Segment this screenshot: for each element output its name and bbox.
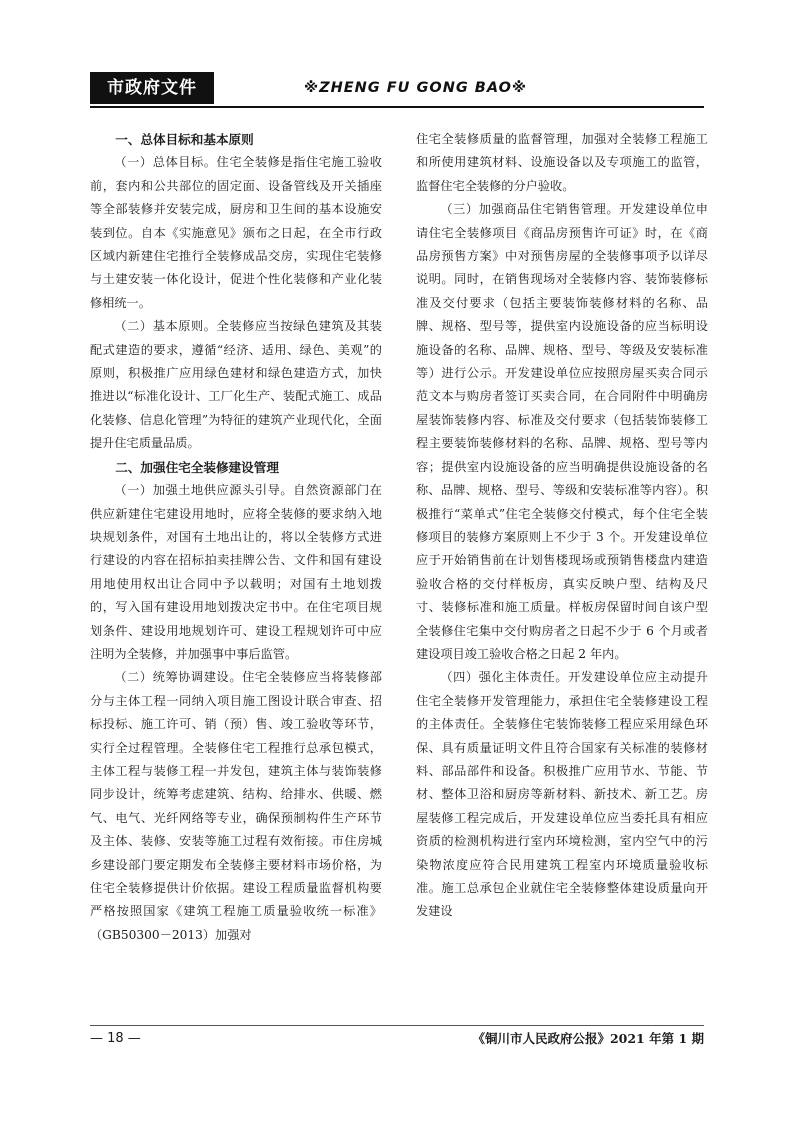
heading-construction-management: 二、加强住宅全装修建设管理 [115,459,279,475]
page-header [90,72,704,104]
paragraph-sales-management: （三）加强商品住宅销售管理。开发建设单位申请住宅全装修项目《商品房预售许可证》时，在《商品房预售方案》中对预售房屋的全装修事项予以详尽说明。同时，在销售现场对全装修内容、装饰装修标准及交付要求（包括主要装饰装修材料的名称、品牌、规格、型号等，提供室内设施设备的应当标明设施设备的名称、品牌、规格、型号、等级及安装标准等）进行公示。开发建设单位应按照房屋买卖合同示范文本与购房者签订买卖合同，在合同附件中明确房屋装饰装修内容、标准及交付要求（包括装饰装修工程主要装饰装修材料的名称、品牌、规格、型号等内容；提供室内设施设备的应当明确提供设施设备的名称、品牌、规格、型号、等级和安装标准等内容）。积极推行“菜单式”住宅全装修交付模式，每个住宅全装修项目的装修方案原则上不少于 3 个。开发建设单位应于开始销售前在计划售楼现场或预销售楼盘内建造验收合格的交付样板房，真实反映户型、结构及尺寸、装修标准和施工质量。样板房保留时间自该户型全装修住宅集中交付购房者之日起不少于 6 个月或者建设项目竣工验收合格之日起 2 年内。 [416,202,708,661]
publication-issue: 《铜川市人民政府公报》2021 年第 1 期 [472,1031,704,1046]
left-column [90,128,382,947]
heading-general-goals: 一、总体目标和基本原则 [115,132,254,147]
header-divider [90,106,704,108]
paragraph-continued: 住宅全装修质量的监督管理，加强对全装修工程施工和所使用建筑材料、设施设备以及专项施工的监管，监督住宅全装修的分户验收。 [416,132,708,193]
publication-title: ※ZHENG FU GONG BAO※ [304,80,528,96]
paragraph-basic-principles: （二）基本原则。全装修应当按绿色建筑及其装配式建造的要求，遵循“经济、适用、绿色、美观”的原则，积极推广应用绿色建材和绿色建造方式，加快推进以“标准化设计、工厂化生产、装配式施工、成品化装修、信息化管理”为特征的建筑产业现代化，全面提升住宅质量品质。 [90,319,382,451]
page-number: — 18 — [90,1031,141,1046]
paragraph-land-supply: （一）加强土地供应源头引导。自然资源部门在供应新建住宅建设用地时，应将全装修的要求纳入地块规划条件，对国有土地出让的，将以全装修方式进行建设的内容在招标拍卖挂牌公告、文件和国有建设用地使用权出让合同中予以载明；对国有土地划拨的，写入国有建设用地划拨决定书中。在住宅项目规划条件、建设用地规划许可、建设工程规划许可中应注明为全装修，并加强事中事后监管。 [90,483,382,661]
right-column [416,128,708,924]
section-label: 市政府文件 [90,72,214,104]
paragraph-main-responsibility: （四）强化主体责任。开发建设单位应主动提升住宅全装修开发管理能力，承担住宅全装修建设工程的主体责任。全装修住宅装饰装修工程应采用绿色环保、具有质量证明文件且符合国家有关标准的装修材料、部品部件和设备。积极推广应用节水、节能、节材、整体卫浴和厨房等新材料、新技术、新工艺。房屋装修工程完成后，开发建设单位应当委托具有相应资质的检测机构进行室内环境检测，室内空气中的污染物浓度应符合民用建筑工程室内环境质量验收标准。施工总承包企业就住宅全装修整体建设质量向开发建设 [416,670,708,919]
footer-divider [90,1025,704,1026]
paragraph-overall-goal: （一）总体目标。住宅全装修是指住宅施工验收前，套内和公共部位的固定面、设备管线及开关插座等全部装修并安装完成，厨房和卫生间的基本设施安装到位。自本《实施意见》颁布之日起，在全市行政区域内新建住宅推行全装修成品交房，实现住宅装修与土建安装一体化设计，促进个性化装修和产业化装修相统一。 [90,155,382,310]
paragraph-coordinated-construction: （二）统筹协调建设。住宅全装修应当将装修部分与主体工程一同纳入项目施工图设计联合审查、招标投标、施工许可、销（预）售、竣工验收等环节，实行全过程管理。全装修住宅工程推行总承包模式，主体工程与装修工程一并发包，建筑主体与装饰装修同步设计，统筹考虑建筑、结构、给排水、供暖、燃气、电气、光纤网络等专业，确保预制构件生产环节及主体、装修、安装等施工过程有效衔接。市住房城乡建设部门要定期发布全装修主要材料市场价格，为住宅全装修提供计价依据。建设工程质量监督机构要严格按照国家《建筑工程施工质量验收统一标准》（GB50300－2013）加强对 [90,670,382,942]
